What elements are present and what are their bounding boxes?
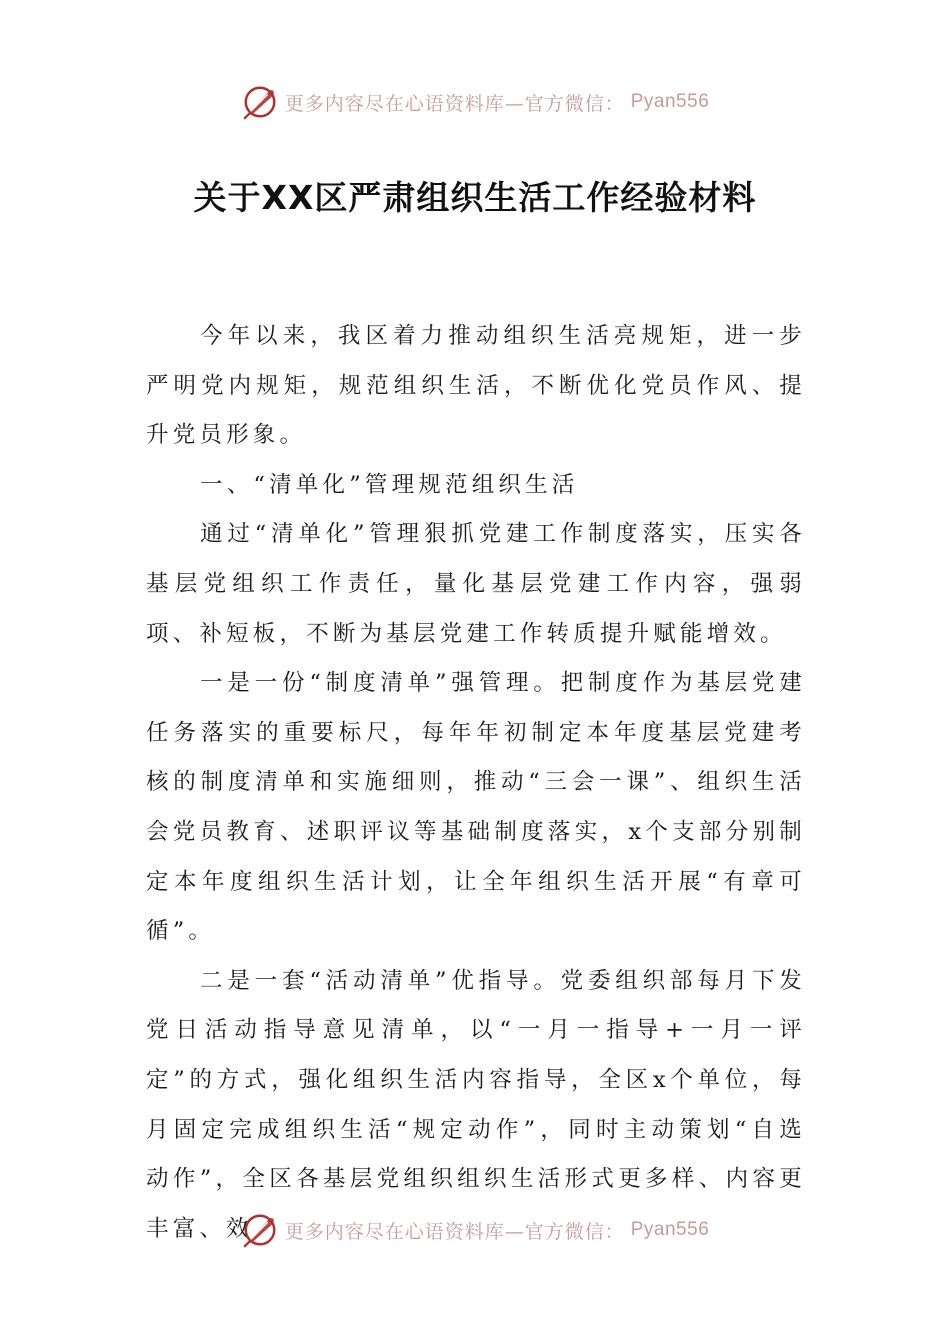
watermark-footer — [0, 1208, 950, 1252]
watermark-wechat-id: Pyan556 — [630, 91, 710, 112]
watermark-wechat-id: Pyan556 — [630, 1219, 710, 1240]
paragraph-point-1: 一是一份“制度清单”强管理。把制度作为基层党建任务落实的重要标尺，每年年初制定本年度基层党建考核的制度清单和实施细则，推动“三会一课”、组织生活会党员教育、述职评议等基础制度落实，x个支部分别制定本年度组织生活计划，让全年组织生活开展“有章可循”。 — [146, 670, 806, 945]
watermark-text: 更多内容尽在心语资料库—官方微信： — [284, 92, 625, 115]
watermark-text: 更多内容尽在心语资料库—官方微信： — [284, 1220, 625, 1243]
watermark-header — [0, 80, 950, 124]
document-body — [146, 312, 806, 1254]
paragraph-section-1: 通过“清单化”管理狠抓党建工作制度落实，压实各基层党组织工作责任，量化基层党建工作内容，强弱项、补短板，不断为基层党建工作转质提升赋能增效。 — [146, 521, 806, 647]
section-heading-1: 一、“清单化”管理规范组织生活 — [200, 471, 579, 498]
document-title: 关于XX区严肃组织生活工作经验材料 — [193, 178, 757, 217]
paragraph-point-2: 二是一套“活动清单”优指导。党委组织部每月下发党日活动指导意见清单，以“一月一指导+一月一评定”的方式，强化组织生活内容指导，全区x个单位，每月固定完成组织生活“规定动作”，同时主动策划“自选动作”，全区各基层党组织组织生活形式更多样、内容更丰富、效 — [146, 967, 806, 1242]
quill-logo-icon — [241, 1211, 279, 1249]
quill-logo-icon — [241, 83, 279, 121]
paragraph-intro: 今年以来，我区着力推动组织生活亮规矩，进一步严明党内规矩，规范组织生活，不断优化党员作风、提升党员形象。 — [146, 323, 806, 449]
